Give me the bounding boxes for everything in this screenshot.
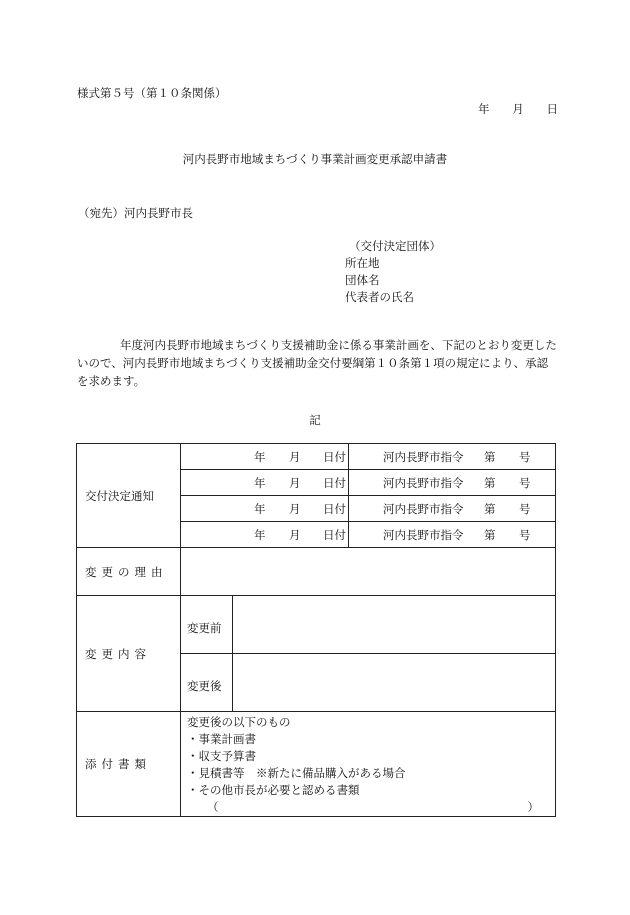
notice-year: 年: [254, 476, 266, 490]
address-label: 所在地: [345, 256, 380, 270]
organization-label: 団体名: [345, 273, 380, 287]
other-docs-field[interactable]: [187, 799, 549, 816]
notice-month: 月: [289, 528, 301, 542]
notice-ref: 河内長野市指令: [383, 476, 464, 490]
applicant-heading: （交付決定団体）: [349, 239, 441, 253]
notice-go: 号: [519, 528, 531, 542]
request-text: 年度河内長野市地域まちづくり支援補助金に係る事業計画を、下記のとおり変更したいので、河内長野市地域まちづくり支援補助金交付要綱第１０条第１項の規定により、承認を求めます。: [77, 338, 557, 388]
representative-label: 代表者の氏名: [345, 290, 414, 304]
notice-year: 年: [254, 450, 266, 464]
notice-dated: 日付: [323, 450, 346, 464]
application-date: [478, 101, 558, 117]
notice-go: 号: [519, 450, 531, 464]
attach-label: 添付書類: [77, 712, 181, 817]
after-field[interactable]: [233, 654, 556, 712]
notice-dated: 日付: [323, 528, 346, 542]
notice-month: 月: [289, 476, 301, 490]
content-label: 変更内容: [77, 596, 181, 712]
notice-dai: 第: [484, 502, 496, 516]
notice-go: 号: [519, 502, 531, 516]
attach-item: ・その他市長が必要と認める書類: [187, 783, 360, 797]
paren-close: ）: [527, 800, 539, 814]
before-field[interactable]: [233, 596, 556, 654]
notice-row: [181, 496, 556, 522]
attach-item: ・見積書等 ※新たに備品購入がある場合: [187, 766, 406, 780]
notice-year: 年: [254, 502, 266, 516]
attach-intro: 変更後の以下のもの: [187, 715, 291, 729]
date-year: 年: [478, 102, 490, 116]
request-paragraph: [77, 336, 559, 390]
notice-ref: 河内長野市指令: [383, 528, 464, 542]
date-month: 月: [512, 102, 524, 116]
document-title: 河内長野市地域まちづくり事業計画変更承認申請書: [182, 152, 448, 166]
notice-ref: 河内長野市指令: [383, 502, 464, 516]
notice-row: [181, 444, 556, 470]
application-table: [76, 443, 556, 817]
notice-month: 月: [289, 502, 301, 516]
notice-row: [181, 522, 556, 548]
notice-month: 月: [289, 450, 301, 464]
paren-open: （: [207, 800, 219, 814]
attach-item: ・収支予算書: [187, 749, 256, 763]
notice-dated: 日付: [323, 502, 346, 516]
form-number: 様式第５号（第１０条関係）: [77, 86, 227, 100]
addressee: （宛先）河内長野市長: [78, 206, 193, 220]
notice-dai: 第: [484, 528, 496, 542]
ki-heading: 記: [309, 413, 321, 427]
reason-label: 変更の理由: [77, 548, 181, 596]
notice-year: 年: [254, 528, 266, 542]
applicant-block: [345, 238, 441, 306]
notice-ref: 河内長野市指令: [383, 450, 464, 464]
date-day: 日: [546, 102, 558, 116]
notice-dated: 日付: [323, 476, 346, 490]
after-label: 変更後: [181, 654, 233, 712]
notice-dai: 第: [484, 476, 496, 490]
attach-list: [181, 712, 556, 817]
notice-dai: 第: [484, 450, 496, 464]
notice-go: 号: [519, 476, 531, 490]
notice-row: [181, 470, 556, 496]
attach-item: ・事業計画書: [187, 732, 256, 746]
reason-field[interactable]: [181, 548, 556, 596]
before-label: 変更前: [181, 596, 233, 654]
notice-label: 交付決定通知: [77, 444, 181, 548]
